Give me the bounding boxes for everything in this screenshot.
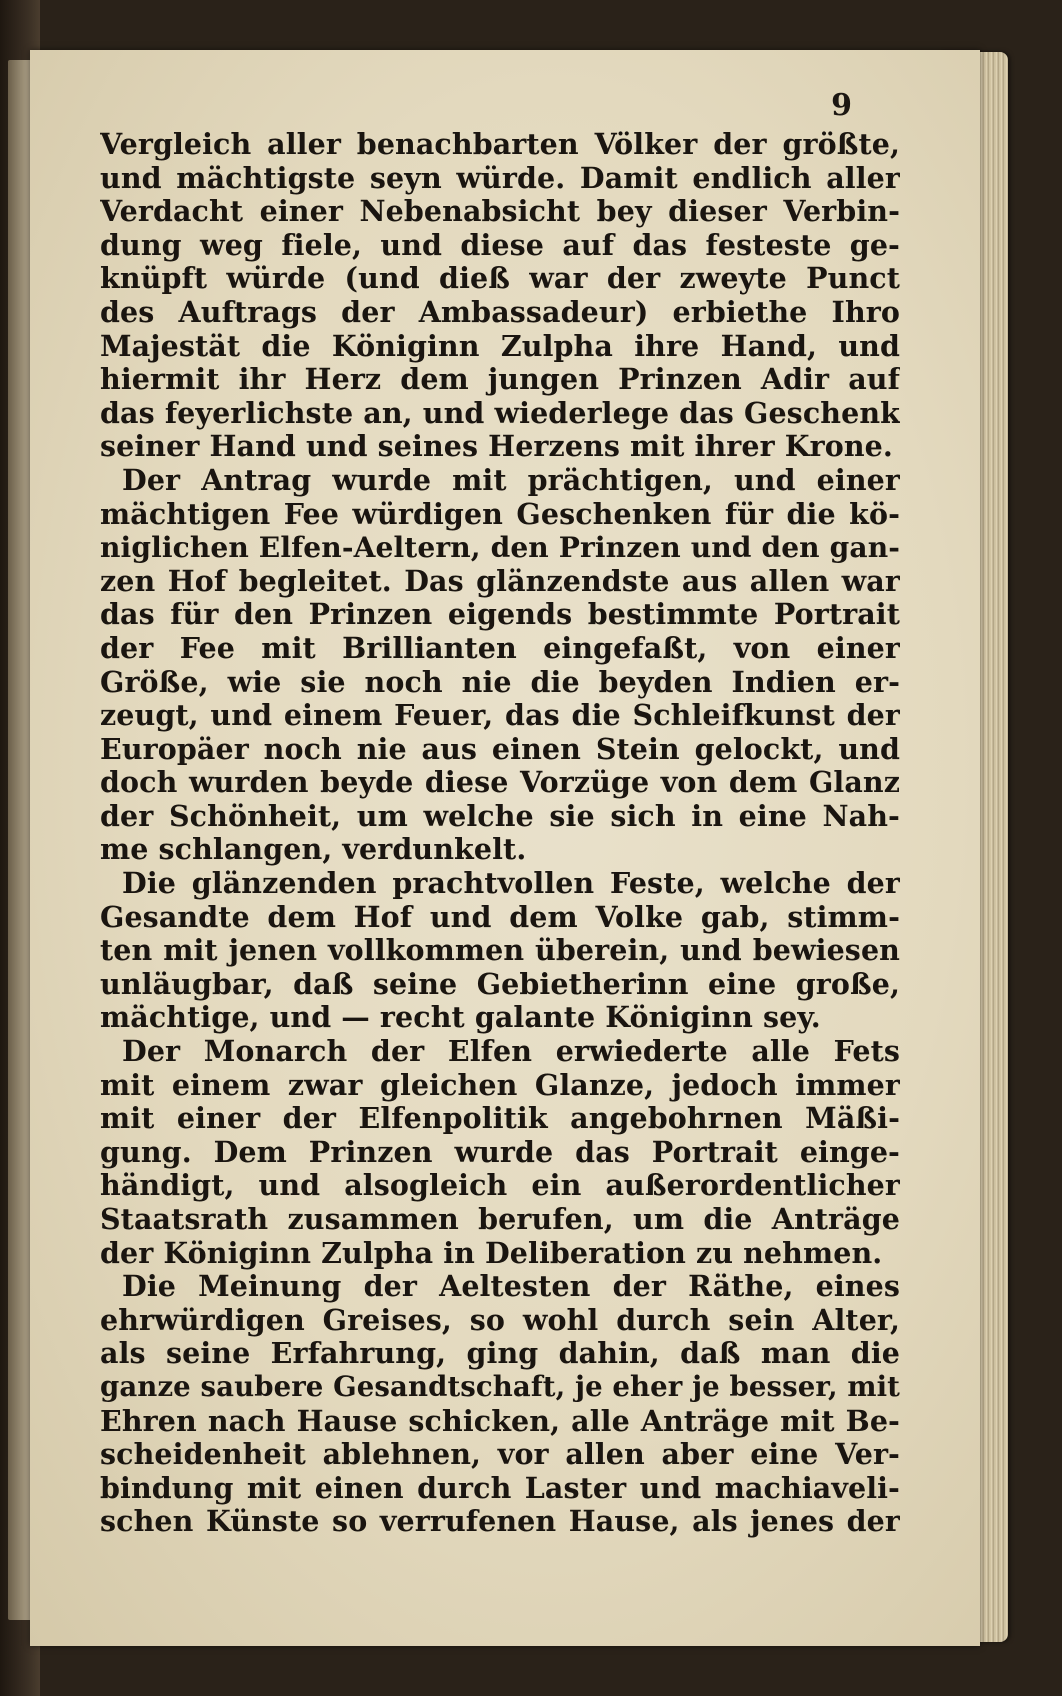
text-line: dung weg fiele, und diese auf das festeste ge- <box>100 228 900 262</box>
text-line: Die Meinung der Aeltesten der Räthe, eines <box>122 1270 900 1304</box>
text-line: ehrwürdigen Greises, so wohl durch sein Alter, <box>100 1303 900 1337</box>
text-line: und mächtigste seyn würde. Damit endlich aller <box>100 161 900 195</box>
text-line: Die glänzenden prachtvollen Feste, welche der <box>122 867 900 901</box>
text-line: mächtige, und — recht galante Königinn sey. <box>100 1001 821 1035</box>
text-line: Vergleich aller benachbarten Völker der größte, <box>100 128 900 161</box>
text-line: schen Künste so verrufenen Hause, als jenes der <box>100 1505 900 1539</box>
text-line: der Schönheit, um welche sie sich in eine Nah- <box>100 799 900 833</box>
text-line: mit einem zwar gleichen Glanze, jedoch immer <box>100 1068 900 1102</box>
text-line: scheidenheit ablehnen, vor allen aber eine Ver- <box>100 1438 900 1472</box>
text-line: gung. Dem Prinzen wurde das Portrait einge- <box>100 1135 900 1169</box>
text-line: seiner Hand und seines Herzens mit ihrer Krone. <box>100 430 893 464</box>
text-line: zen Hof begleitet. Das glänzendste aus allen war <box>100 564 900 598</box>
text-line: Europäer noch nie aus einen Stein gelockt, und <box>100 732 900 766</box>
text-line: Verdacht einer Nebenabsicht bey dieser Verbin- <box>100 195 900 229</box>
text-line: ganze saubere Gesandtschaft, je eher je besser, mit <box>100 1370 900 1403</box>
text-line: Gesandte dem Hof und dem Volke gab, stimm- <box>100 900 900 934</box>
text-line: der Fee mit Brillianten eingefaßt, von einer <box>100 631 900 665</box>
text-line: knüpft würde (und dieß war der zweyte Punct <box>100 262 900 296</box>
text-line: bindung mit einen durch Laster und machiaveli- <box>100 1471 900 1505</box>
text-line: Majestät die Königinn Zulpha ihre Hand, und <box>100 329 900 363</box>
text-line: das feyerlichste an, und wiederlege das Geschenk <box>100 396 900 430</box>
book-page <box>30 50 980 1646</box>
text-line: der Königinn Zulpha in Deliberation zu nehmen. <box>100 1236 883 1270</box>
text-line: Staatsrath zusammen berufen, um die Anträge <box>100 1203 900 1236</box>
text-line: das für den Prinzen eigends bestimmte Portrait <box>100 598 900 632</box>
text-line: des Auftrags der Ambassadeur) erbiethe Ihro <box>100 295 900 329</box>
text-line: mit einer der Elfenpolitik angebohrnen Mäßi- <box>100 1102 900 1136</box>
text-line: unläugbar, daß seine Gebietherinn eine große, <box>100 967 900 1001</box>
page-text <box>100 128 900 1539</box>
text-line: Größe, wie sie noch nie die beyden Indien er- <box>100 665 900 699</box>
text-line: mächtigen Fee würdigen Geschenken für die kö- <box>100 497 900 531</box>
text-line: doch wurden beyde diese Vorzüge von dem Glanz <box>100 766 900 800</box>
text-line: Der Antrag wurde mit prächtigen, und einer <box>122 463 900 497</box>
text-line: zeugt, und einem Feuer, das die Schleifkunst der <box>100 699 900 733</box>
text-line: hiermit ihr Herz dem jungen Prinzen Adir auf <box>100 363 900 397</box>
text-line: niglichen Elfen-Aeltern, den Prinzen und den gan- <box>100 531 900 565</box>
text-line: als seine Erfahrung, ging dahin, daß man die <box>100 1337 900 1371</box>
text-line: Der Monarch der Elfen erwiederte alle Fets <box>122 1035 900 1069</box>
text-line: Ehren nach Hause schicken, alle Anträge mit Be- <box>100 1404 900 1438</box>
text-line: ten mit jenen vollkommen überein, und bewiesen <box>100 934 900 968</box>
page-number: 9 <box>831 88 852 123</box>
text-line: me schlangen, verdunkelt. <box>100 833 527 867</box>
text-line: händigt, und alsogleich ein außerordentlicher <box>100 1169 900 1203</box>
